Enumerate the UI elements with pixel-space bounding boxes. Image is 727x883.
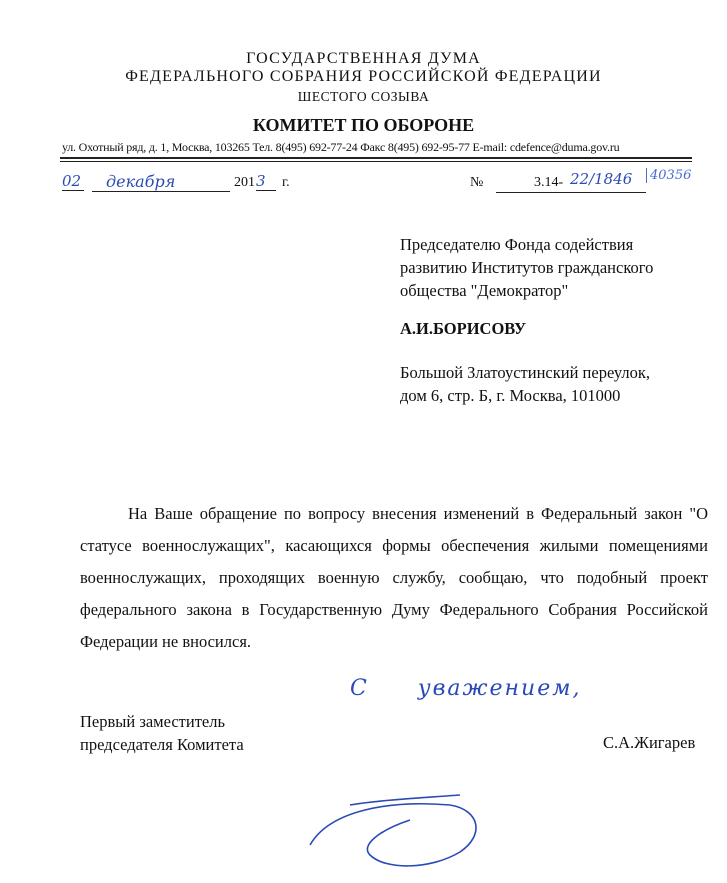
header-line-2: ФЕДЕРАЛЬНОГО СОБРАНИЯ РОССИЙСКОЙ ФЕДЕРАЦИИ [125,68,602,85]
reference-number [470,168,695,194]
number-handwritten: 22/1846 [570,170,633,188]
header-line-3: ШЕСТОГО СОЗЫВА [297,89,430,104]
number-label: № [470,175,484,190]
date-year-prefix: 201 [234,175,255,190]
number-printed: 3.14- [534,175,564,190]
committee-title: КОМИТЕТ ПО ОБОРОНЕ [252,115,475,135]
handwritten-signature [290,760,490,880]
position-line-1: Первый заместитель [80,712,225,731]
recipient-line-1: Председателю Фонда содействия [400,235,634,254]
number-underline [496,192,646,193]
recipient-address-2: дом 6, стр. Б, г. Москва, 101000 [400,386,621,405]
position-line-2: председателя Комитета [80,735,244,754]
date-month: декабря [92,172,230,192]
letter-body: На Ваше обращение по вопросу внесения изменений в Федеральный закон "О статусе военнослужащих", касающихся формы обеспечения жилыми помещениями военнослужащих, проходящих военную службу, сообщаю, что подобный проект федерального закона в Государственную Думу Федерального Собрания Российской Федерации не вносился. [80,504,708,651]
recipient-block [400,233,653,407]
recipient-line-3: общества "Демократор" [400,281,569,300]
recipient-name: А.И.БОРИСОВУ [400,319,527,338]
divider-thin [60,161,692,162]
date-suffix: г. [282,175,290,190]
date-day: 02 [62,172,84,191]
contacts-line: ул. Охотный ряд, д. 1, Москва, 103265 Тел. 8(495) 692-77-24 Факс 8(495) 692-95-77 E-mail: cdefence@duma.gov.ru [62,140,620,154]
divider-thick [60,157,692,159]
signatory-position [80,710,244,756]
recipient-line-2: развитию Институтов гражданского [400,258,654,277]
handwritten-note: С уважением, [350,676,582,701]
date-line [62,172,302,194]
date-year-digit: 3 [256,172,276,191]
signatory-name: С.А.Жигарев [603,733,696,752]
registration-stamp: 40356 [646,168,691,183]
header-line-1: ГОСУДАРСТВЕННАЯ ДУМА [246,50,481,67]
recipient-address-1: Большой Златоустинский переулок, [400,363,651,382]
